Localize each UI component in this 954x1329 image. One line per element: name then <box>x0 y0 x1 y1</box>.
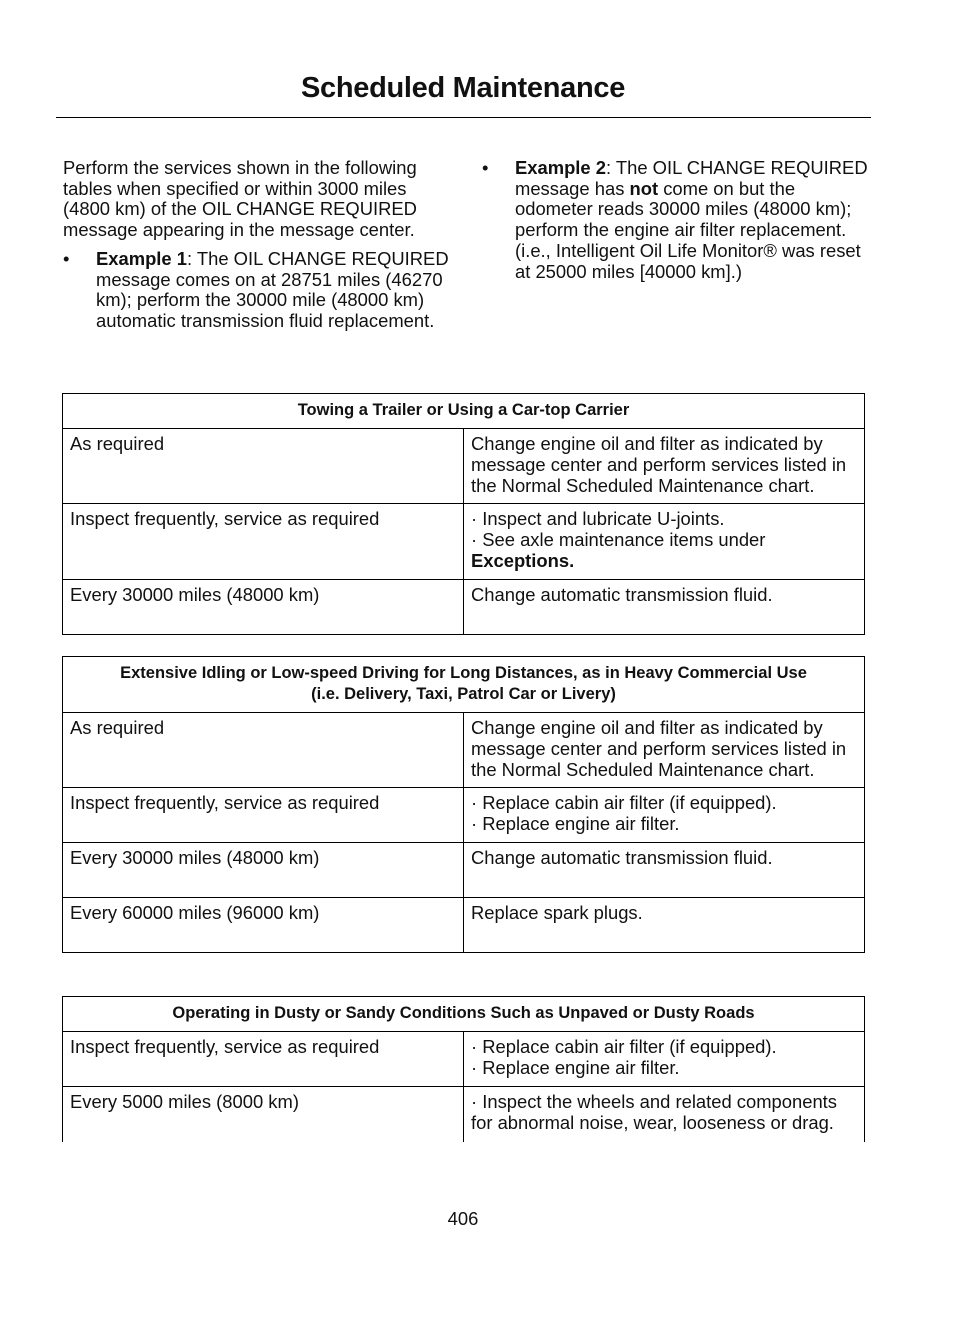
interval-cell: Inspect frequently, service as required <box>63 1032 464 1087</box>
action-cell <box>464 1087 865 1143</box>
action-cell <box>464 579 865 634</box>
table-heading-line: Extensive Idling or Low-speed Driving for Long Distances, as in Heavy Commercial Use <box>120 664 807 682</box>
action-text: Change automatic transmission fluid. <box>471 583 773 605</box>
action-prefix: · See axle maintenance items under <box>471 529 766 551</box>
action-text: · Inspect the wheels and related components for abnormal noise, wear, looseness or drag. <box>471 1091 837 1133</box>
page-number: 406 <box>447 1208 479 1229</box>
interval-cell: Inspect frequently, service as required <box>63 504 464 579</box>
action-cell <box>464 504 865 579</box>
example-1-label: Example 1 <box>96 247 187 269</box>
action-text: Replace spark plugs. <box>471 902 643 924</box>
table-header-row <box>63 394 865 429</box>
table-heading-line: (i.e. Delivery, Taxi, Patrol Car or Livery) <box>311 685 616 703</box>
action-text: · Replace cabin air filter (if equipped). <box>471 792 777 814</box>
interval-cell: As required <box>63 429 464 504</box>
table-row <box>63 1087 865 1143</box>
bullet-icon: • <box>63 247 70 269</box>
action-cell <box>464 1032 865 1087</box>
example-2-emphasis: not <box>629 177 659 199</box>
interval-cell: As required <box>63 713 464 788</box>
table-heading <box>63 657 865 713</box>
table-row <box>63 504 865 579</box>
example-2-label: Example 2 <box>515 157 606 178</box>
intro-right-column <box>482 158 872 282</box>
example-1-text: : The OIL CHANGE REQUIRED message comes on at 28751 miles (46270 km); perform the 30000 mile (48000 km) automatic transmission fluid replacement. <box>96 247 449 331</box>
action-cell <box>464 898 865 953</box>
interval-cell: Inspect frequently, service as required <box>63 788 464 843</box>
bullet-icon: • <box>482 157 489 178</box>
example-2-bullet <box>482 158 872 282</box>
table-row <box>63 843 865 898</box>
table-row <box>63 429 865 504</box>
table-heading: Operating in Dusty or Sandy Conditions Such as Unpaved or Dusty Roads <box>63 997 865 1032</box>
action-cell <box>464 713 865 788</box>
example-2-text-b: come on but the odometer reads 30000 miles (48000 km); perform the engine air filter replacement. (i.e., Intelligent Oil Life Monitor® was reset at 25000 miles [40000 km].) <box>515 177 861 282</box>
table-heading: Towing a Trailer or Using a Car-top Carrier <box>63 394 865 429</box>
exceptions-reference: Exceptions. <box>471 549 575 571</box>
action-text: Change engine oil and filter as indicated by message center and perform services listed in the Normal Scheduled Maintenance chart. <box>471 717 847 780</box>
interval-cell: Every 60000 miles (96000 km) <box>63 898 464 953</box>
action-cell <box>464 429 865 504</box>
example-2-text-a: : The OIL CHANGE REQUIRED message has <box>515 157 868 199</box>
action-text: · Inspect and lubricate U-joints. <box>471 508 725 530</box>
title-divider <box>56 117 871 118</box>
table-row <box>63 579 865 634</box>
action-text: Change automatic transmission fluid. <box>471 847 773 869</box>
action-text: · Replace engine air filter. <box>471 813 680 835</box>
intro-left-column <box>63 158 453 332</box>
dusty-conditions-table <box>62 996 865 1142</box>
intro-paragraph: Perform the services shown in the following tables when specified or within 3000 miles (4800 km) of the OIL CHANGE REQUIRED message appearing in the message center. <box>63 157 417 241</box>
action-text: Change engine oil and filter as indicated by message center and perform services listed in the Normal Scheduled Maintenance chart. <box>471 433 847 496</box>
table-row <box>63 788 865 843</box>
table-header-row <box>63 657 865 713</box>
table-row <box>63 713 865 788</box>
towing-trailer-table <box>62 393 865 635</box>
table-header-row <box>63 997 865 1032</box>
page-title: Scheduled Maintenance <box>300 72 626 104</box>
extensive-idling-table <box>62 656 865 953</box>
interval-cell: Every 30000 miles (48000 km) <box>63 579 464 634</box>
action-cell <box>464 788 865 843</box>
action-text: · Replace engine air filter. <box>471 1056 680 1078</box>
interval-cell: Every 5000 miles (8000 km) <box>63 1087 464 1143</box>
action-cell <box>464 843 865 898</box>
action-text: · Replace cabin air filter (if equipped). <box>471 1036 777 1057</box>
table-row <box>63 1032 865 1087</box>
example-1-bullet <box>63 249 453 332</box>
interval-cell: Every 30000 miles (48000 km) <box>63 843 464 898</box>
action-text <box>471 530 858 572</box>
table-row <box>63 898 865 953</box>
